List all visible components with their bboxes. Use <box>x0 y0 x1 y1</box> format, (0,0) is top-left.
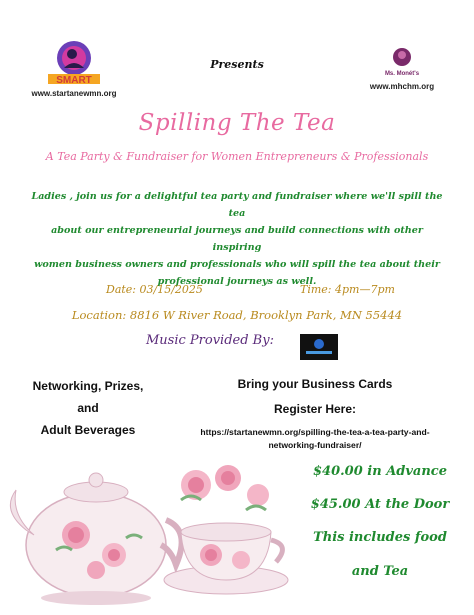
music-provided-label: Music Provided By: <box>146 333 274 348</box>
event-date: Date: 03/15/2025 <box>106 283 203 296</box>
price-advance: $40.00 in Advance <box>313 464 447 479</box>
event-location: Location: 8816 W River Road, Brooklyn Park, MN 55444 <box>71 308 403 322</box>
adult-beverages-text: Adult Beverages <box>40 423 136 437</box>
dj-logo <box>300 334 338 360</box>
ms-monets-logo-icon <box>368 46 436 82</box>
tea-set-illustration <box>6 440 296 610</box>
includes-food: This includes food <box>313 530 447 545</box>
ms-monets-logo <box>368 46 436 82</box>
intro-line: Ladies , join us for a delightful tea party and fundraiser where we'll spill the tea <box>31 191 443 219</box>
register-label: Register Here: <box>273 402 357 416</box>
register-url-line[interactable]: networking-fundraiser/ <box>268 440 362 450</box>
bring-cards-text: Bring your Business Cards <box>237 377 393 391</box>
event-subtitle: A Tea Party & Fundraiser for Women Entrepreneurs & Professionals <box>45 150 429 163</box>
event-title: Spilling The Tea <box>138 110 336 136</box>
mhchm-url[interactable]: www.mhchm.org <box>369 82 435 91</box>
teapot-and-cup-icon <box>6 440 296 610</box>
intro-line: about our entrepreneurial journeys and build connections with other inspiring <box>51 225 423 253</box>
presents-label: Presents <box>210 58 264 71</box>
register-url-line[interactable]: https://startanewmn.org/spilling-the-tea-a-tea-party-and- <box>200 427 430 437</box>
intro-line: professional journeys as well. <box>157 276 317 287</box>
and-text: and <box>77 401 99 415</box>
event-intro <box>28 188 446 290</box>
event-time: Time: 4pm—7pm <box>300 283 395 296</box>
includes-tea: and Tea <box>351 564 409 579</box>
svg-text:Ms. Monét's: Ms. Monét's <box>384 71 420 77</box>
svg-text:SMART: SMART <box>56 75 92 86</box>
intro-line: women business owners and professionals who will spill the tea about their <box>34 259 440 270</box>
dj-logo-icon <box>300 334 338 360</box>
start-anew-url[interactable]: www.startanewmn.org <box>31 89 117 98</box>
networking-prizes-text: Networking, Prizes, <box>32 379 144 393</box>
price-door: $45.00 At the Door <box>310 497 450 512</box>
